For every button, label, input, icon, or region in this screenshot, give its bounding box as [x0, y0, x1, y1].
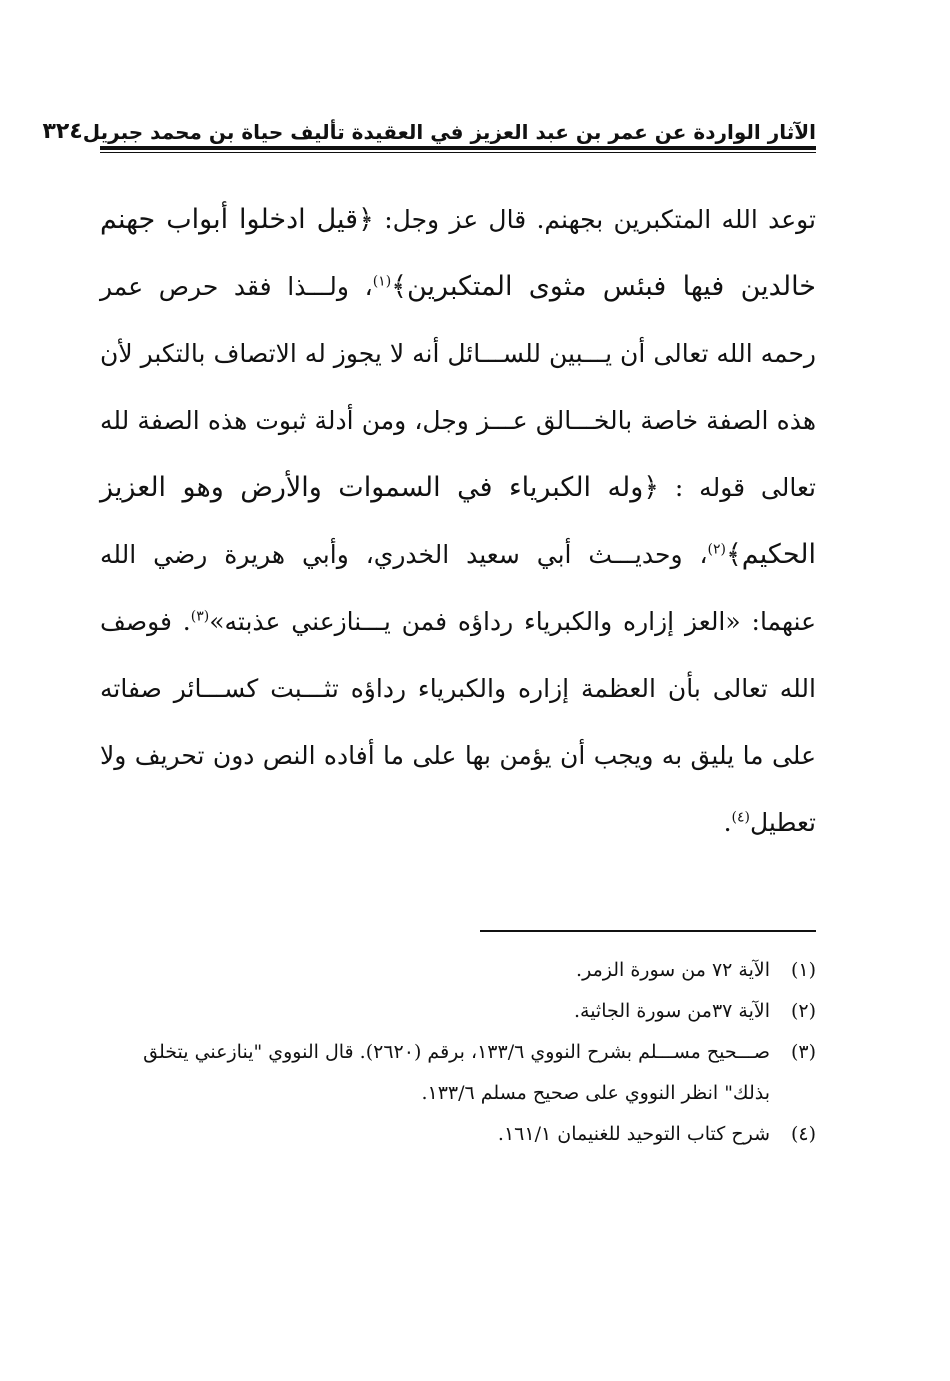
quran-quote: ﴿قيل ادخلوا أبواب جهنم خالدين فيها فبئس مثوى المتكبرين﴾ [100, 204, 816, 302]
quran-quote: ﴿وله الكبرياء في السموات والأرض وهو العزيز الحكيم﴾ [100, 472, 816, 570]
footnote-text: الآية ٣٧من سورة الجاثية. [573, 1000, 770, 1022]
footnotes [100, 950, 816, 1155]
text-run: ، ولـــذا فقد حرص عمر رحمه الله تعالى أن يـــبين للســـائل أنه لا يجوز له الاتصاف بالتكبر لأن هذه الصفة خاصة بالخـــالق عـــز وجل، ومن أدلة ثبوت هذه الصفة لله تعالى قوله : [100, 272, 816, 502]
text-run: ، وحديـــث أبي سعيد الخدري، وأبي هريرة رضي الله عنهما: «العز إزاره والكبرياء رداؤه فمن يـــنازعني عذبته» [100, 540, 816, 636]
footnote-ref: (١) [372, 273, 392, 290]
running-header [42, 104, 816, 144]
footnote-text: صـــحيح مســـلم بشرح النووي ١٣٣/٦، برقم (٢٦٢٠). قال النووي "ينازعني يتخلق بذلك" انظر النووي على صحيح مسلم ١٣٣/٦. [143, 1041, 770, 1104]
footnote-item [100, 950, 816, 991]
footnote-ref: (٣) [190, 608, 210, 625]
header-rule-thick [100, 146, 816, 150]
footnote-item [100, 1114, 816, 1155]
footnote-number: (٢) [790, 1000, 816, 1022]
text-run: توعد الله المتكبرين بجهنم. قال عز وجل: [373, 205, 816, 234]
page-number: ٣٢٤ [42, 119, 83, 144]
footnote-text: الآية ٧٢ من سورة الزمر. [576, 959, 770, 981]
text-run: . [723, 808, 732, 837]
body-text [100, 186, 816, 856]
footnote-number: (١) [790, 959, 816, 981]
footnote-ref: (٢) [707, 541, 726, 558]
footnote-ref: (٤) [731, 809, 750, 826]
footnote-number: (٤) [790, 1123, 816, 1145]
header-rule-thin [100, 152, 816, 153]
footnote-separator [480, 930, 816, 932]
text-run: . فوصف الله تعالى بأن العظمة إزاره والكبرياء رداؤه تثـــبت كســـائر صفاته على ما يليق به ويجب أن يؤمن بها على ما أفاده النص دون تحريف ولا تعطيل [100, 607, 816, 837]
footnote-text: شرح كتاب التوحيد للغنيمان ١٦١/١. [497, 1123, 770, 1145]
footnote-item [100, 1032, 816, 1114]
header-title: الآثار الواردة عن عمر بن عبد العزيز في العقيدة تأليف حياة بن محمد جبريل [82, 120, 816, 144]
body-paragraph [100, 186, 816, 856]
footnote-item [100, 991, 816, 1032]
footnote-number: (٣) [790, 1041, 816, 1063]
